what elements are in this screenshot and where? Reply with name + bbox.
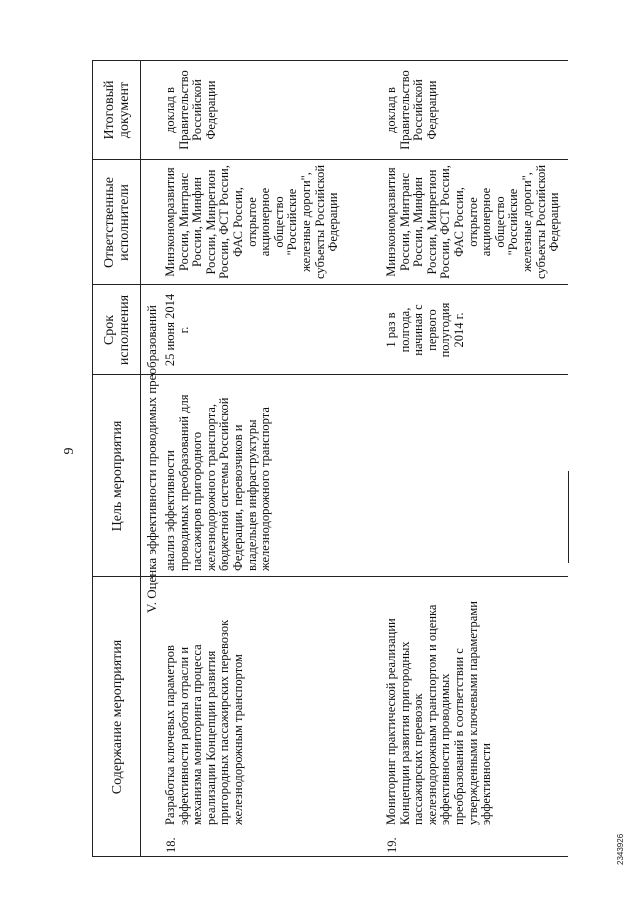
header-content: Содержание мероприятия	[109, 639, 125, 795]
row-18-number: 18.	[164, 837, 178, 853]
row-19-number: 19.	[385, 837, 399, 853]
col-divider-right	[92, 60, 568, 61]
row-19-term: 1 раз в полгода, начиная с первого полугодия 2014 г.	[384, 302, 466, 358]
col-divider-4	[92, 159, 568, 160]
row-18-content: Разработка ключевых параметров эффективности работы отрасли и механизма мониторинга процесса реализации Концепции развития пригородных пассажирских перевозок железнодорожным транспортом	[163, 619, 245, 825]
table-header-border	[140, 61, 141, 857]
row-18-document: доклад в Правительство Российской Федерации	[163, 70, 218, 150]
col-divider-3	[92, 284, 568, 285]
row-18-goal: анализ эффективности проводимых преобразований для пассажиров пригородного железнодорожного транспорта, бюджетной системы Российской Федерации, перевозчиков и владельцев инфраструктуры железнодорожного транспорта	[163, 394, 273, 571]
row-18-executors: Минэкономразвития России, Минтранс России, Минфин России, Минрегион России, ФСТ России, ФАС России, открытое акционерное общество "Российские железные дороги", субъекты Российской Федерации	[163, 164, 341, 280]
signature-line	[568, 471, 569, 563]
header-executors: Ответственные исполнители	[102, 177, 132, 268]
row-19-document: доклад в Правительство Российской Федерации	[384, 70, 439, 150]
row-18-term: 25 июня 2014 г.	[163, 293, 191, 367]
footer-code: 2343926	[616, 833, 625, 865]
col-divider-left	[92, 856, 568, 857]
row-19-content: Мониторинг практической реализации Концепции развития пригородных пассажирских перевозок железнодорожным транспортом и оценка эффективности проводимых преобразований в соответствии с утвержденными ключевыми параметрами эффективности	[384, 601, 494, 825]
table-top-border	[92, 61, 93, 857]
page-number: 9	[62, 447, 77, 455]
header-term: Срок исполнения	[102, 294, 132, 366]
row-19-executors: Минэкономразвития России, Минтранс России, Минфин России, Минрегион России, ФСТ России, ФАС России, открытое акционерное общество "Российские железные дороги", субъекты Российской Федерации	[384, 164, 562, 280]
header-document: Итоговый документ	[102, 80, 132, 140]
col-divider-1	[92, 576, 568, 577]
col-divider-2	[92, 374, 568, 375]
section-title: V. Оценка эффективности проводимых преобразований	[144, 304, 159, 614]
header-goal: Цель мероприятия	[109, 420, 125, 532]
